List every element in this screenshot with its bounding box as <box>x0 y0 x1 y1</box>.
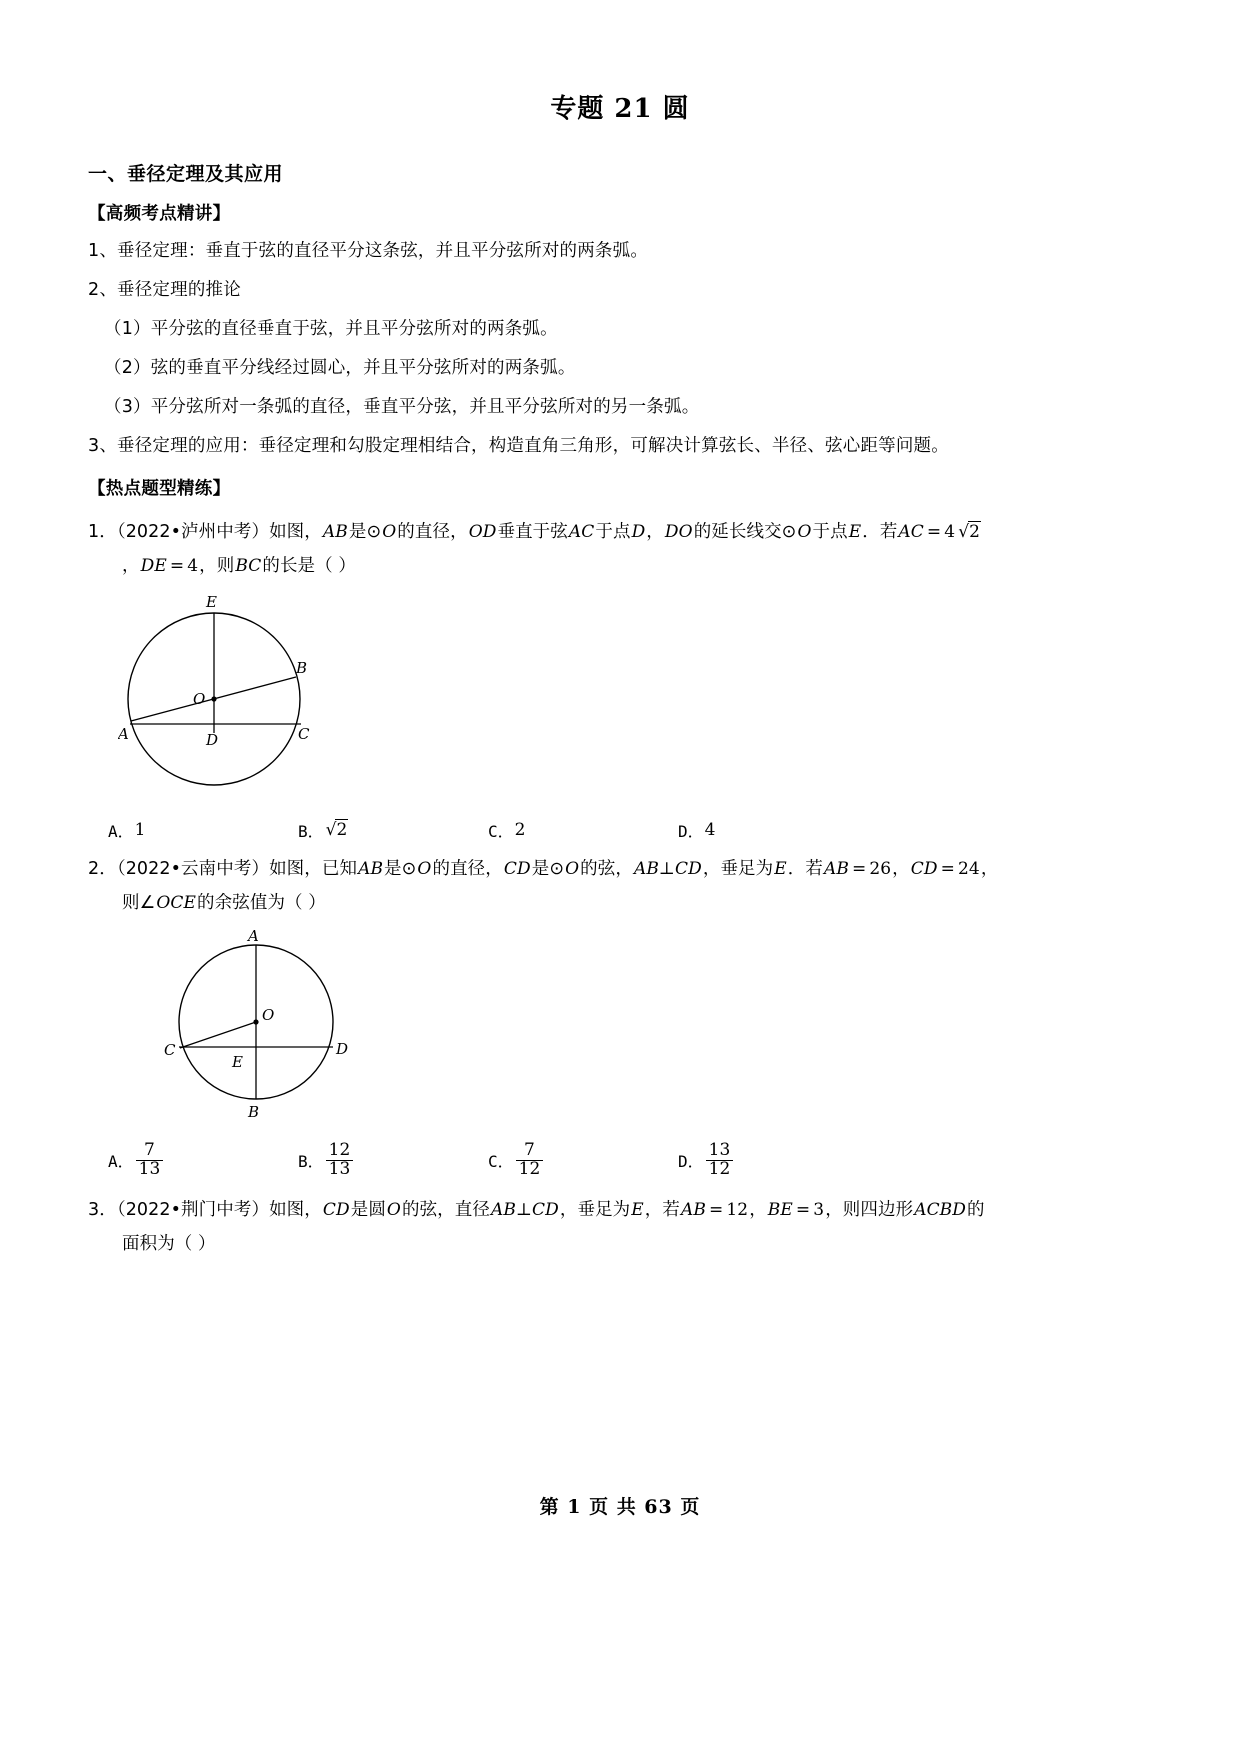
math-ab-value-p3: 12 <box>726 1199 749 1220</box>
label-e-2: E <box>232 1053 243 1072</box>
label-a: A <box>118 724 129 743</box>
option-1-a[interactable] <box>108 819 298 842</box>
problem-2-source: （2022•云南中考） <box>116 858 270 879</box>
problem-1-t7: 于点 <box>812 521 848 542</box>
math-cd-p3: CD <box>322 1199 350 1220</box>
knowledge-point-3: 3、垂径定理的应用：垂径定理和勾股定理相结合，构造直角三角形，可解决计算弦长、半径、弦心距等问题。 <box>88 436 949 457</box>
label-o: O <box>193 689 206 708</box>
option-2-a-fraction <box>136 1142 164 1179</box>
center-point <box>211 696 216 701</box>
math-coefficient: 4 <box>944 521 956 542</box>
knowledge-point-2: 2、垂径定理的推论 <box>88 280 241 301</box>
math-cd2-p2: CD <box>910 858 938 879</box>
math-o-2: O <box>797 521 812 542</box>
math-perp-p2: AB⊥CD <box>633 858 702 879</box>
math-be-p3: BE <box>767 1199 793 1220</box>
option-1-c-label: C． <box>488 821 514 841</box>
option-2-b[interactable] <box>298 1142 488 1179</box>
option-2-b-label: B． <box>298 1151 324 1171</box>
problem-2 <box>88 852 1152 920</box>
option-2-a-label: A． <box>108 1151 134 1171</box>
math-angle-oce: OCE <box>156 892 197 913</box>
math-de: DE <box>140 555 167 576</box>
option-2-c[interactable] <box>488 1142 678 1179</box>
math-ab: AB <box>322 521 348 542</box>
label-a-2: A <box>248 930 259 946</box>
problem-2-t4: 的弦， <box>580 858 633 879</box>
problem-2-t7: ， <box>892 858 910 879</box>
math-e-p3: E <box>631 1199 644 1220</box>
page-title: 专题 21 圆 <box>550 94 690 124</box>
option-1-d[interactable] <box>678 819 868 842</box>
option-2-c-label: C． <box>488 1151 514 1171</box>
option-1-c[interactable] <box>488 819 678 842</box>
figure-problem-2 <box>88 930 1152 1120</box>
option-2-b-denominator: 13 <box>326 1160 354 1179</box>
problem-1-t2: 的直径， <box>397 521 468 542</box>
problem-2-tail: 的余弦值为（ ） <box>197 892 326 913</box>
math-eq2-p3: = <box>795 1199 811 1220</box>
option-1-d-label: D． <box>678 821 704 841</box>
figure-2-svg <box>158 930 378 1120</box>
problem-1-options <box>88 819 1152 842</box>
problem-3-t6: ，则四边形 <box>825 1199 914 1220</box>
option-1-a-value: 1 <box>134 820 146 841</box>
problem-2-options <box>88 1142 1152 1179</box>
math-cd-p2: CD <box>503 858 531 879</box>
problem-2-t3: 是⊙ <box>531 858 565 879</box>
option-2-c-denominator: 12 <box>516 1160 544 1179</box>
math-o-p2: O <box>417 858 432 879</box>
math-eq2-p2: = <box>940 858 955 879</box>
math-o-p3: O <box>386 1199 401 1220</box>
math-equals-2: = <box>169 555 185 576</box>
math-be-value-p3: 3 <box>813 1199 825 1220</box>
problem-1-comma: ， <box>122 555 140 576</box>
problem-2-number: 2． <box>88 858 117 879</box>
problem-2-text-a: 如图，已知 <box>269 858 358 879</box>
sqrt-expression: √2 <box>958 521 981 542</box>
option-2-a-denominator: 13 <box>136 1160 164 1179</box>
label-e: E <box>206 592 217 611</box>
section-heading: 一、垂径定理及其应用 <box>88 163 284 185</box>
problem-3-t2: 的弦，直径 <box>401 1199 490 1220</box>
option-1-c-value: 2 <box>514 820 526 841</box>
math-o: O <box>382 521 397 542</box>
problem-2-line2 <box>88 886 1152 920</box>
center-point-2 <box>253 1020 258 1025</box>
option-2-d-fraction <box>706 1142 734 1179</box>
problem-1-source: （2022•泸州中考） <box>116 521 270 542</box>
figure-problem-1 <box>88 593 1152 803</box>
problem-2-t8: ， <box>980 858 999 879</box>
math-e-p2: E <box>774 858 787 879</box>
option-2-b-numerator: 12 <box>328 1140 351 1161</box>
problem-1-t3: 垂直于弦 <box>497 521 568 542</box>
option-2-b-fraction <box>326 1142 354 1179</box>
problem-1-t6: 的延长线交⊙ <box>693 521 797 542</box>
label-o-2: O <box>262 1006 275 1025</box>
math-bc: BC <box>235 555 262 576</box>
math-e: E <box>848 521 862 542</box>
problem-3-number: 3． <box>88 1199 117 1220</box>
math-eq1-p3: = <box>708 1199 724 1220</box>
problem-3-line2: 面积为（ ） <box>122 1233 216 1254</box>
option-1-b-sqrt: √2 <box>325 820 348 841</box>
problem-1-number: 1． <box>88 521 117 542</box>
page-content <box>88 70 1152 1265</box>
problem-1-tail: 的长是（ ） <box>262 555 357 576</box>
math-de-value: 4 <box>187 555 199 576</box>
problem-2-angle-prefix: 则∠ <box>122 892 156 913</box>
problem-1-t5: ， <box>646 521 664 542</box>
problem-1-line2 <box>88 549 1152 583</box>
math-eq1-p2: = <box>851 858 867 879</box>
problem-2-t1: 是⊙ <box>384 858 417 879</box>
problem-3-t3: ，垂足为 <box>559 1199 631 1220</box>
option-2-d-label: D． <box>678 1151 704 1171</box>
math-do: DO <box>664 521 693 542</box>
option-1-b[interactable] <box>298 819 488 842</box>
problem-2-t5: ，垂足为 <box>702 858 774 879</box>
problem-1-t1: 是⊙ <box>348 521 382 542</box>
math-cd-value-p2: 24 <box>957 858 980 879</box>
label-b-2: B <box>248 1103 260 1121</box>
label-d: D <box>206 730 219 749</box>
option-1-b-value: 2 <box>336 820 348 841</box>
math-ac-2: AC <box>898 521 924 542</box>
problem-3-t1: 是圆 <box>350 1199 386 1220</box>
figure-1-svg <box>118 593 348 803</box>
label-b: B <box>296 658 308 677</box>
sqrt-radicand: 2 <box>969 521 981 542</box>
math-d: D <box>631 521 646 542</box>
problem-3-source: （2022•荆门中考） <box>116 1199 270 1220</box>
problem-1-text-a: 如图， <box>269 521 322 542</box>
option-2-d[interactable] <box>678 1142 868 1179</box>
knowledge-point-1: 1、垂径定理：垂直于弦的直径平分这条弦，并且平分弦所对的两条弧。 <box>88 241 649 261</box>
problem-2-t6: ．若 <box>787 858 823 879</box>
problem-3-t4: ，若 <box>644 1199 680 1220</box>
option-2-a[interactable] <box>108 1142 298 1179</box>
problem-1-t4: 于点 <box>595 521 631 542</box>
math-equals: = <box>926 521 942 542</box>
knowledge-point-2-3: （3）平分弦所对一条弧的直径，垂直平分弦，并且平分弦所对的另一条弧。 <box>104 397 700 418</box>
problem-1-t8: ．若 <box>862 521 898 542</box>
knowledge-point-2-2: （2）弦的垂直平分线经过圆心，并且平分弦所对的两条弧。 <box>104 358 576 379</box>
option-2-d-denominator: 12 <box>706 1160 734 1179</box>
option-1-a-label: A． <box>108 821 134 841</box>
page-footer: 第 1 页 共 63 页 <box>539 1496 701 1518</box>
problem-3-text-a: 如图， <box>269 1199 322 1220</box>
option-1-b-label: B． <box>298 821 324 841</box>
option-2-a-numerator: 7 <box>144 1140 155 1161</box>
problem-3-t5: ， <box>749 1199 767 1220</box>
problem-1-t9: ，则 <box>199 555 235 576</box>
problem-1 <box>88 515 1152 583</box>
option-2-d-numerator: 13 <box>708 1140 731 1161</box>
math-acbd-p3: ACBD <box>914 1199 966 1220</box>
option-2-c-fraction <box>516 1142 544 1179</box>
problem-2-t2: 的直径， <box>432 858 503 879</box>
math-o2-p2: O <box>565 858 580 879</box>
problem-3-t7: 的 <box>967 1199 985 1220</box>
concept-heading: 【高频考点精讲】 <box>88 204 231 224</box>
label-c: C <box>298 724 310 743</box>
math-od: OD <box>468 521 497 542</box>
option-2-c-numerator: 7 <box>524 1140 535 1161</box>
math-ab-value-p2: 26 <box>869 858 892 879</box>
problem-3 <box>88 1193 1152 1261</box>
math-ab-p3: AB <box>681 1199 706 1220</box>
label-d-2: D <box>336 1040 349 1059</box>
option-1-d-value: 4 <box>704 820 716 841</box>
practice-heading: 【热点题型精练】 <box>88 478 231 499</box>
math-ab2-p2: AB <box>823 858 849 879</box>
radius-oc <box>180 1022 256 1048</box>
math-ac: AC <box>568 521 595 542</box>
label-c-2: C <box>164 1041 176 1060</box>
math-perp-p3: AB⊥CD <box>490 1199 559 1220</box>
knowledge-point-2-1: （1）平分弦的直径垂直于弦，并且平分弦所对的两条弧。 <box>104 319 558 340</box>
math-ab-p2: AB <box>358 858 384 879</box>
